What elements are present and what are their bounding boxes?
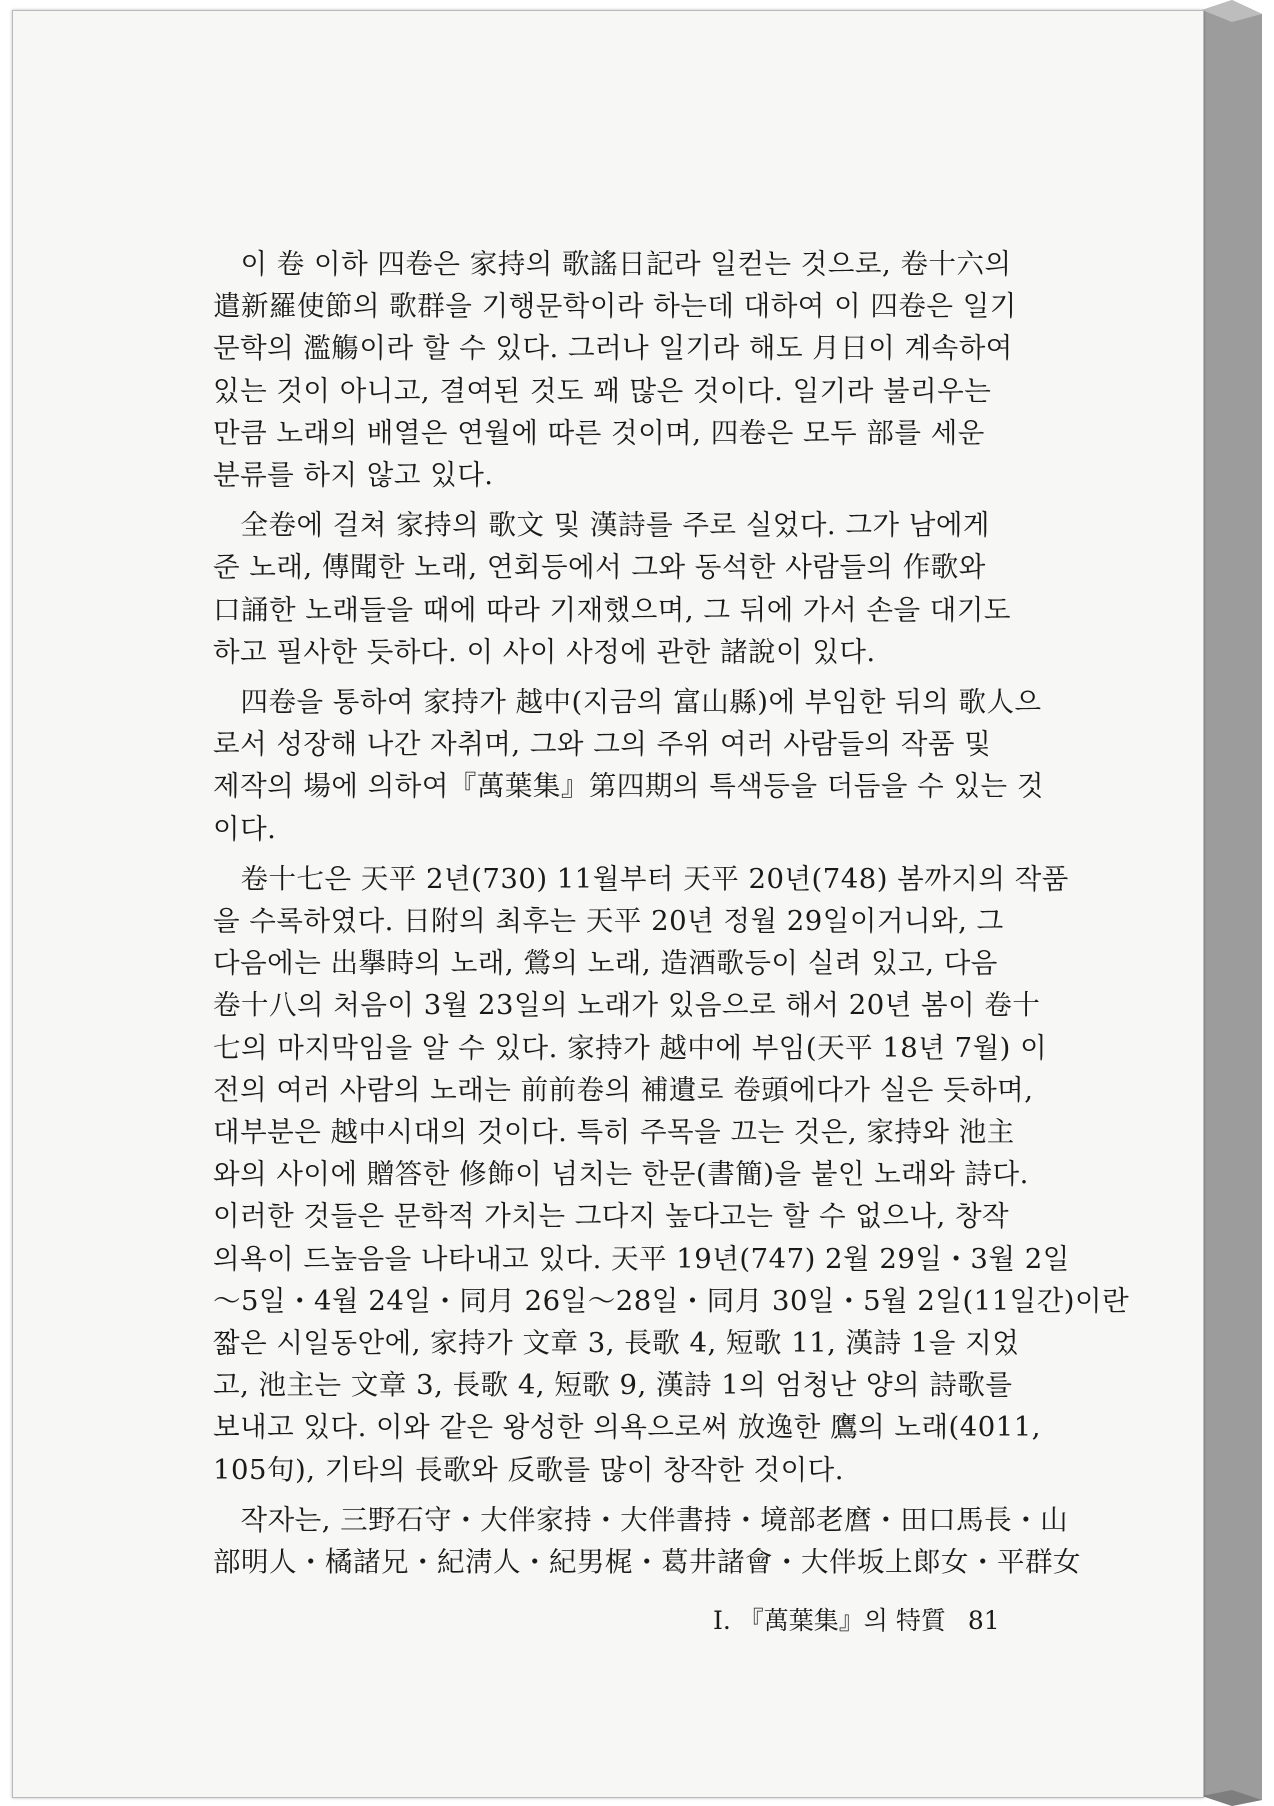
page-footer [713,1601,1000,1637]
text-line: 준 노래, 傳聞한 노래, 연회등에서 그와 동석한 사람들의 作歌와 [213,551,986,584]
text-line: 의욕이 드높음을 나타내고 있다. 天平 19년(747) 2월 29일・3월 2일 [213,1242,1070,1275]
text-line: 部明人・橘諸兄・紀淸人・紀男梶・葛井諸會・大伴坂上郞女・平群女 [213,1546,1081,1579]
text-line: 전의 여러 사람의 노래는 前前卷의 補遺로 卷頭에다가 실은 듯하며, [213,1073,1034,1106]
text-line: 작자는, 三野石守・大伴家持・大伴書持・境部老麿・田口馬長・山 [240,1503,1069,1536]
paragraph-2 [213,504,1038,673]
text-line: 105句), 기타의 長歌와 反歌를 많이 창작한 것이다. [213,1453,844,1486]
text-line: 만큼 노래의 배열은 연월에 따른 것이며, 四卷은 모두 部를 세운 [213,416,985,449]
text-line: 있는 것이 아니고, 결여된 것도 꽤 많은 것이다. 일기라 불리우는 [213,374,992,407]
text-line: 七의 마지막임을 알 수 있다. 家持가 越中에 부임(天平 18년 7월) 이 [213,1031,1048,1064]
text-line: 분류를 하지 않고 있다. [213,459,494,492]
text-line: 보내고 있다. 이와 같은 왕성한 의욕으로써 放逸한 鷹의 노래(4011, [213,1411,1041,1444]
text-line: 卷十七은 天平 2년(730) 11월부터 天平 20년(748) 봄까지의 작품 [240,862,1069,895]
text-line: 문학의 濫觴이라 할 수 있다. 그러나 일기라 해도 月日이 계속하여 [213,332,1013,365]
paragraph-1 [213,243,1038,496]
text-line: 口誦한 노래들을 때에 따라 기재했으며, 그 뒤에 가서 손을 대기도 [213,593,1011,626]
document-page [12,10,1204,1798]
text-line: 遣新羅使節의 歌群을 기행문학이라 하는데 대하여 이 四卷은 일기 [213,290,1017,323]
text-line: 다음에는 出擧時의 노래, 鶯의 노래, 造酒歌등이 실려 있고, 다음 [213,947,998,980]
text-line: 하고 필사한 듯하다. 이 사이 사정에 관한 諸說이 있다. [213,635,876,668]
text-line: 이다. [213,812,277,845]
page-number: 81 [967,1606,1000,1635]
paragraph-3 [213,681,1044,850]
text-line: 을 수록하였다. 日附의 최후는 天平 20년 정월 29일이거니와, 그 [213,905,1004,938]
text-line: 卷十八의 처음이 3월 23일의 노래가 있음으로 해서 20년 봄이 卷十 [213,989,1041,1022]
paragraph-5 [213,1499,1081,1583]
text-line: 全卷에 걸쳐 家持의 歌文 및 漢詩를 주로 실었다. 그가 남에게 [240,509,990,542]
running-title: I. 『萬葉集』의 特質 [713,1606,946,1635]
text-line: ～5일・4월 24일・同月 26일～28일・同月 30일・5월 2일(11일간)이란 [213,1284,1130,1317]
text-line: 이 卷 이하 四卷은 家持의 歌謠日記라 일컫는 것으로, 卷十六의 [240,248,1012,280]
body-text [213,243,1130,1591]
text-line: 와의 사이에 贈答한 修飾이 넘치는 한문(書簡)을 붙인 노래와 詩다. [213,1158,1029,1191]
paragraph-4 [213,858,1130,1491]
text-line: 짧은 시일동안에, 家持가 文章 3, 長歌 4, 短歌 11, 漢詩 1을 지었 [213,1327,1020,1360]
text-line: 四卷을 통하여 家持가 越中(지금의 富山縣)에 부임한 뒤의 歌人으 [240,686,1042,719]
text-line: 이러한 것들은 문학적 가치는 그다지 높다고는 할 수 없으나, 창작 [213,1200,1010,1233]
text-line: 대부분은 越中시대의 것이다. 특히 주목을 끄는 것은, 家持와 池主 [213,1116,1015,1149]
text-line: 제작의 場에 의하여『萬葉集』第四期의 특색등을 더듬을 수 있는 것 [213,770,1044,803]
text-line: 고, 池主는 文章 3, 長歌 4, 短歌 9, 漢詩 1의 엄청난 양의 詩歌를 [213,1369,1013,1402]
text-line: 로서 성장해 나간 자취며, 그와 그의 주위 여러 사람들의 작품 및 [213,728,992,761]
